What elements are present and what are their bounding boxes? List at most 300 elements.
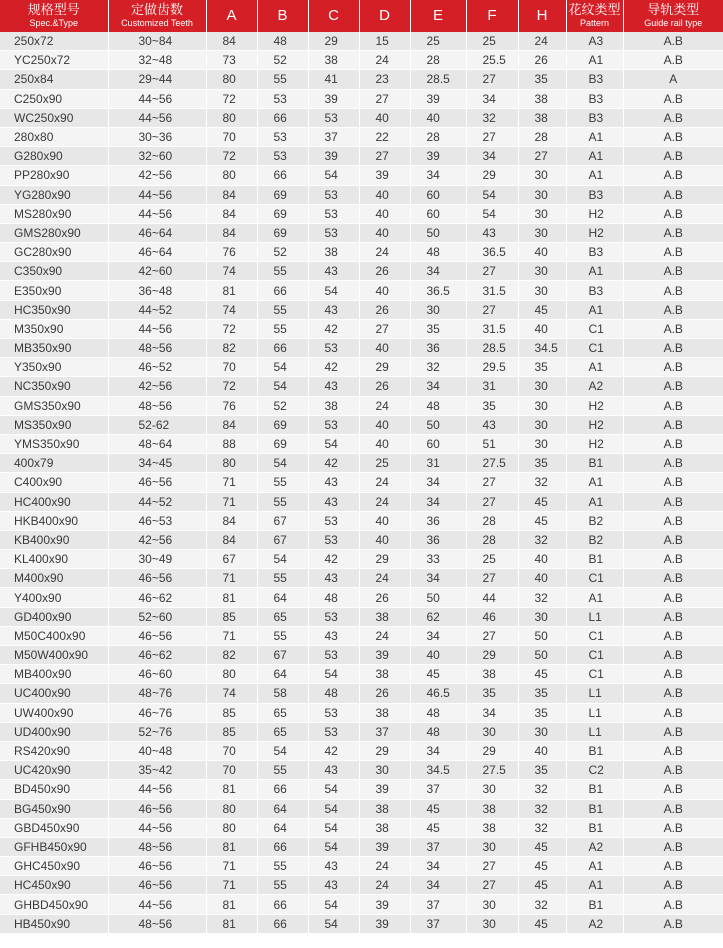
teeth-cell: 35~42 — [108, 761, 206, 780]
type-cell: M50W400x90 — [0, 646, 108, 665]
e-cell: 37 — [410, 914, 466, 933]
a-cell: 72 — [206, 89, 257, 108]
c-cell: 53 — [308, 646, 359, 665]
b-cell: 66 — [257, 914, 308, 933]
b-cell: 69 — [257, 415, 308, 434]
e-cell: 34 — [410, 741, 466, 760]
teeth-cell: 42~56 — [108, 166, 206, 185]
h-cell: 45 — [518, 914, 566, 933]
f-cell: 51 — [466, 434, 518, 453]
b-cell: 67 — [257, 511, 308, 530]
e-cell: 25 — [410, 32, 466, 51]
table-row — [0, 818, 723, 837]
table-row — [0, 837, 723, 856]
teeth-cell: 29~44 — [108, 70, 206, 89]
b-cell: 64 — [257, 799, 308, 818]
h-cell: 45 — [518, 665, 566, 684]
pattern-cell: A1 — [566, 127, 623, 146]
a-cell: 67 — [206, 550, 257, 569]
type-cell: GMS350x90 — [0, 396, 108, 415]
e-cell: 31 — [410, 454, 466, 473]
h-cell: 30 — [518, 262, 566, 281]
d-cell: 40 — [359, 434, 410, 453]
guide-cell: A.B — [623, 665, 723, 684]
header-f-label: F — [487, 7, 497, 24]
guide-cell: A — [623, 70, 723, 89]
a-cell: 82 — [206, 646, 257, 665]
d-cell: 38 — [359, 665, 410, 684]
type-cell: HC450x90 — [0, 876, 108, 895]
teeth-cell: 42~60 — [108, 262, 206, 281]
table-row — [0, 511, 723, 530]
type-cell: MB350x90 — [0, 339, 108, 358]
h-cell: 30 — [518, 607, 566, 626]
a-cell: 81 — [206, 837, 257, 856]
a-cell: 74 — [206, 262, 257, 281]
teeth-cell: 46~52 — [108, 358, 206, 377]
d-cell: 39 — [359, 166, 410, 185]
a-cell: 81 — [206, 780, 257, 799]
guide-cell: A.B — [623, 108, 723, 127]
header-type-en: Spec.&Type — [29, 18, 79, 28]
b-cell: 58 — [257, 684, 308, 703]
d-cell: 27 — [359, 319, 410, 338]
f-cell: 44 — [466, 588, 518, 607]
header-type-zh: 规格型号 — [27, 3, 80, 18]
f-cell: 29 — [466, 166, 518, 185]
guide-cell: A.B — [623, 185, 723, 204]
guide-cell: A.B — [623, 857, 723, 876]
c-cell: 43 — [308, 300, 359, 319]
c-cell: 54 — [308, 895, 359, 914]
type-cell: MB400x90 — [0, 665, 108, 684]
b-cell: 55 — [257, 492, 308, 511]
b-cell: 67 — [257, 530, 308, 549]
teeth-cell: 46~56 — [108, 876, 206, 895]
b-cell: 53 — [257, 89, 308, 108]
e-cell: 36 — [410, 530, 466, 549]
f-cell: 27 — [466, 492, 518, 511]
a-cell: 76 — [206, 396, 257, 415]
d-cell: 15 — [359, 32, 410, 51]
table-row — [0, 281, 723, 300]
b-cell: 54 — [257, 550, 308, 569]
a-cell: 80 — [206, 70, 257, 89]
pattern-cell: B3 — [566, 108, 623, 127]
pattern-cell: L1 — [566, 703, 623, 722]
d-cell: 40 — [359, 204, 410, 223]
header-e — [410, 0, 466, 32]
table-row — [0, 243, 723, 262]
e-cell: 45 — [410, 818, 466, 837]
pattern-cell: B1 — [566, 799, 623, 818]
type-cell: GMS280x90 — [0, 223, 108, 242]
f-cell: 28 — [466, 511, 518, 530]
type-cell: 400x79 — [0, 454, 108, 473]
c-cell: 43 — [308, 377, 359, 396]
teeth-cell: 30~36 — [108, 127, 206, 146]
teeth-cell: 44~56 — [108, 780, 206, 799]
d-cell: 26 — [359, 262, 410, 281]
h-cell: 40 — [518, 569, 566, 588]
h-cell: 32 — [518, 895, 566, 914]
type-cell: HC350x90 — [0, 300, 108, 319]
b-cell: 69 — [257, 223, 308, 242]
b-cell: 66 — [257, 108, 308, 127]
table-row — [0, 876, 723, 895]
teeth-cell: 32~60 — [108, 147, 206, 166]
type-cell: HC400x90 — [0, 492, 108, 511]
guide-cell: A.B — [623, 319, 723, 338]
table-row — [0, 223, 723, 242]
d-cell: 38 — [359, 818, 410, 837]
b-cell: 55 — [257, 70, 308, 89]
f-cell: 36.5 — [466, 243, 518, 262]
table-row — [0, 492, 723, 511]
guide-cell: A.B — [623, 415, 723, 434]
teeth-cell: 44~56 — [108, 185, 206, 204]
teeth-cell: 44~56 — [108, 108, 206, 127]
b-cell: 55 — [257, 761, 308, 780]
e-cell: 60 — [410, 434, 466, 453]
c-cell: 53 — [308, 722, 359, 741]
a-cell: 74 — [206, 684, 257, 703]
c-cell: 53 — [308, 223, 359, 242]
h-cell: 32 — [518, 473, 566, 492]
c-cell: 53 — [308, 511, 359, 530]
pattern-cell: B1 — [566, 454, 623, 473]
teeth-cell: 46~56 — [108, 626, 206, 645]
a-cell: 72 — [206, 377, 257, 396]
f-cell: 31.5 — [466, 319, 518, 338]
b-cell: 65 — [257, 607, 308, 626]
b-cell: 66 — [257, 339, 308, 358]
c-cell: 37 — [308, 127, 359, 146]
type-cell: HKB400x90 — [0, 511, 108, 530]
a-cell: 81 — [206, 914, 257, 933]
guide-cell: A.B — [623, 799, 723, 818]
c-cell: 43 — [308, 857, 359, 876]
e-cell: 34 — [410, 166, 466, 185]
c-cell: 48 — [308, 684, 359, 703]
c-cell: 42 — [308, 319, 359, 338]
d-cell: 24 — [359, 396, 410, 415]
guide-cell: A.B — [623, 223, 723, 242]
guide-cell: A.B — [623, 262, 723, 281]
d-cell: 40 — [359, 511, 410, 530]
header-row — [0, 0, 723, 32]
c-cell: 54 — [308, 914, 359, 933]
guide-cell: A.B — [623, 626, 723, 645]
a-cell: 70 — [206, 741, 257, 760]
guide-cell: A.B — [623, 147, 723, 166]
table-row — [0, 703, 723, 722]
e-cell: 48 — [410, 396, 466, 415]
table-row — [0, 415, 723, 434]
h-cell: 30 — [518, 204, 566, 223]
f-cell: 38 — [466, 799, 518, 818]
type-cell: 280x80 — [0, 127, 108, 146]
d-cell: 27 — [359, 147, 410, 166]
d-cell: 38 — [359, 703, 410, 722]
table-row — [0, 588, 723, 607]
f-cell: 27 — [466, 876, 518, 895]
pattern-cell: C1 — [566, 339, 623, 358]
guide-cell: A.B — [623, 166, 723, 185]
c-cell: 53 — [308, 339, 359, 358]
header-h — [518, 0, 566, 32]
table-row — [0, 741, 723, 760]
table-row — [0, 550, 723, 569]
h-cell: 30 — [518, 415, 566, 434]
f-cell: 30 — [466, 895, 518, 914]
type-cell: YG280x90 — [0, 185, 108, 204]
e-cell: 28.5 — [410, 70, 466, 89]
h-cell: 38 — [518, 108, 566, 127]
pattern-cell: B1 — [566, 895, 623, 914]
f-cell: 30 — [466, 837, 518, 856]
teeth-cell: 46~56 — [108, 799, 206, 818]
f-cell: 43 — [466, 415, 518, 434]
d-cell: 39 — [359, 646, 410, 665]
a-cell: 85 — [206, 722, 257, 741]
pattern-cell: A1 — [566, 588, 623, 607]
c-cell: 42 — [308, 358, 359, 377]
table-row — [0, 262, 723, 281]
guide-cell: A.B — [623, 492, 723, 511]
d-cell: 40 — [359, 281, 410, 300]
a-cell: 84 — [206, 185, 257, 204]
d-cell: 26 — [359, 300, 410, 319]
table-row — [0, 396, 723, 415]
e-cell: 34 — [410, 377, 466, 396]
header-teeth — [108, 0, 206, 32]
f-cell: 31 — [466, 377, 518, 396]
guide-cell: A.B — [623, 339, 723, 358]
e-cell: 34 — [410, 626, 466, 645]
a-cell: 84 — [206, 223, 257, 242]
e-cell: 50 — [410, 588, 466, 607]
f-cell: 38 — [466, 665, 518, 684]
h-cell: 30 — [518, 377, 566, 396]
b-cell: 55 — [257, 857, 308, 876]
pattern-cell: A2 — [566, 914, 623, 933]
f-cell: 27 — [466, 300, 518, 319]
pattern-cell: C2 — [566, 761, 623, 780]
e-cell: 36 — [410, 511, 466, 530]
c-cell: 53 — [308, 204, 359, 223]
h-cell: 35 — [518, 684, 566, 703]
type-cell: UD400x90 — [0, 722, 108, 741]
pattern-cell: C1 — [566, 665, 623, 684]
d-cell: 24 — [359, 857, 410, 876]
a-cell: 70 — [206, 127, 257, 146]
type-cell: MS350x90 — [0, 415, 108, 434]
guide-cell: A.B — [623, 358, 723, 377]
e-cell: 36 — [410, 339, 466, 358]
d-cell: 40 — [359, 223, 410, 242]
c-cell: 29 — [308, 32, 359, 51]
h-cell: 34.5 — [518, 339, 566, 358]
table-row — [0, 319, 723, 338]
guide-cell: A.B — [623, 51, 723, 70]
c-cell: 53 — [308, 607, 359, 626]
f-cell: 27 — [466, 626, 518, 645]
b-cell: 66 — [257, 281, 308, 300]
guide-cell: A.B — [623, 434, 723, 453]
teeth-cell: 44~56 — [108, 319, 206, 338]
table-row — [0, 166, 723, 185]
header-b — [257, 0, 308, 32]
guide-cell: A.B — [623, 281, 723, 300]
header-b-label: B — [277, 7, 288, 24]
table-header — [0, 0, 723, 32]
type-cell: UW400x90 — [0, 703, 108, 722]
teeth-cell: 44~56 — [108, 818, 206, 837]
header-guide-zh: 导轨类型 — [647, 3, 700, 18]
table-row — [0, 51, 723, 70]
e-cell: 36.5 — [410, 281, 466, 300]
b-cell: 64 — [257, 588, 308, 607]
table-row — [0, 89, 723, 108]
c-cell: 54 — [308, 799, 359, 818]
b-cell: 54 — [257, 358, 308, 377]
type-cell: 250x72 — [0, 32, 108, 51]
e-cell: 33 — [410, 550, 466, 569]
header-c-label: C — [328, 7, 339, 24]
f-cell: 34 — [466, 89, 518, 108]
e-cell: 35 — [410, 319, 466, 338]
pattern-cell: A1 — [566, 492, 623, 511]
teeth-cell: 46~56 — [108, 473, 206, 492]
c-cell: 53 — [308, 108, 359, 127]
c-cell: 54 — [308, 780, 359, 799]
h-cell: 35 — [518, 761, 566, 780]
h-cell: 32 — [518, 588, 566, 607]
teeth-cell: 48~56 — [108, 837, 206, 856]
teeth-cell: 40~48 — [108, 741, 206, 760]
guide-cell: A.B — [623, 204, 723, 223]
f-cell: 27 — [466, 70, 518, 89]
guide-cell: A.B — [623, 454, 723, 473]
b-cell: 69 — [257, 185, 308, 204]
teeth-cell: 46~76 — [108, 703, 206, 722]
type-cell: GD400x90 — [0, 607, 108, 626]
type-cell: GC280x90 — [0, 243, 108, 262]
f-cell: 30 — [466, 722, 518, 741]
teeth-cell: 52~60 — [108, 607, 206, 626]
e-cell: 60 — [410, 204, 466, 223]
h-cell: 32 — [518, 530, 566, 549]
e-cell: 48 — [410, 722, 466, 741]
guide-cell: A.B — [623, 646, 723, 665]
pattern-cell: A1 — [566, 876, 623, 895]
pattern-cell: L1 — [566, 684, 623, 703]
b-cell: 54 — [257, 454, 308, 473]
pattern-cell: A1 — [566, 166, 623, 185]
header-guide-en: Guide rail type — [644, 18, 703, 28]
a-cell: 81 — [206, 895, 257, 914]
table-row — [0, 626, 723, 645]
h-cell: 24 — [518, 32, 566, 51]
teeth-cell: 46~53 — [108, 511, 206, 530]
pattern-cell: B1 — [566, 741, 623, 760]
c-cell: 54 — [308, 818, 359, 837]
header-pattern — [566, 0, 623, 32]
d-cell: 24 — [359, 492, 410, 511]
header-guide — [623, 0, 723, 32]
c-cell: 42 — [308, 454, 359, 473]
b-cell: 52 — [257, 396, 308, 415]
b-cell: 55 — [257, 473, 308, 492]
d-cell: 40 — [359, 415, 410, 434]
c-cell: 53 — [308, 530, 359, 549]
header-pattern-zh: 花纹类型 — [568, 3, 621, 18]
c-cell: 43 — [308, 761, 359, 780]
e-cell: 48 — [410, 243, 466, 262]
pattern-cell: H2 — [566, 396, 623, 415]
a-cell: 84 — [206, 204, 257, 223]
h-cell: 30 — [518, 185, 566, 204]
pattern-cell: B3 — [566, 89, 623, 108]
pattern-cell: B3 — [566, 281, 623, 300]
teeth-cell: 48~56 — [108, 339, 206, 358]
a-cell: 85 — [206, 703, 257, 722]
b-cell: 53 — [257, 127, 308, 146]
table-row — [0, 70, 723, 89]
pattern-cell: A3 — [566, 32, 623, 51]
c-cell: 43 — [308, 262, 359, 281]
pattern-cell: B1 — [566, 780, 623, 799]
b-cell: 55 — [257, 319, 308, 338]
guide-cell: A.B — [623, 780, 723, 799]
type-cell: KB400x90 — [0, 530, 108, 549]
guide-cell: A.B — [623, 89, 723, 108]
type-cell: C400x90 — [0, 473, 108, 492]
f-cell: 25 — [466, 32, 518, 51]
type-cell: G280x90 — [0, 147, 108, 166]
table-row — [0, 722, 723, 741]
pattern-cell: B3 — [566, 185, 623, 204]
a-cell: 71 — [206, 569, 257, 588]
type-cell: 250x84 — [0, 70, 108, 89]
a-cell: 72 — [206, 319, 257, 338]
teeth-cell: 46~62 — [108, 646, 206, 665]
h-cell: 32 — [518, 818, 566, 837]
type-cell: GFHB450x90 — [0, 837, 108, 856]
d-cell: 29 — [359, 550, 410, 569]
b-cell: 55 — [257, 262, 308, 281]
h-cell: 30 — [518, 434, 566, 453]
a-cell: 84 — [206, 415, 257, 434]
b-cell: 55 — [257, 300, 308, 319]
f-cell: 27 — [466, 127, 518, 146]
teeth-cell: 48~64 — [108, 434, 206, 453]
teeth-cell: 44~56 — [108, 204, 206, 223]
f-cell: 27 — [466, 857, 518, 876]
teeth-cell: 36~48 — [108, 281, 206, 300]
table-row — [0, 684, 723, 703]
type-cell: YC250x72 — [0, 51, 108, 70]
d-cell: 22 — [359, 127, 410, 146]
a-cell: 85 — [206, 607, 257, 626]
f-cell: 54 — [466, 185, 518, 204]
e-cell: 46.5 — [410, 684, 466, 703]
header-h-label: H — [536, 7, 548, 24]
pattern-cell: B2 — [566, 511, 623, 530]
b-cell: 54 — [257, 741, 308, 760]
guide-cell: A.B — [623, 550, 723, 569]
